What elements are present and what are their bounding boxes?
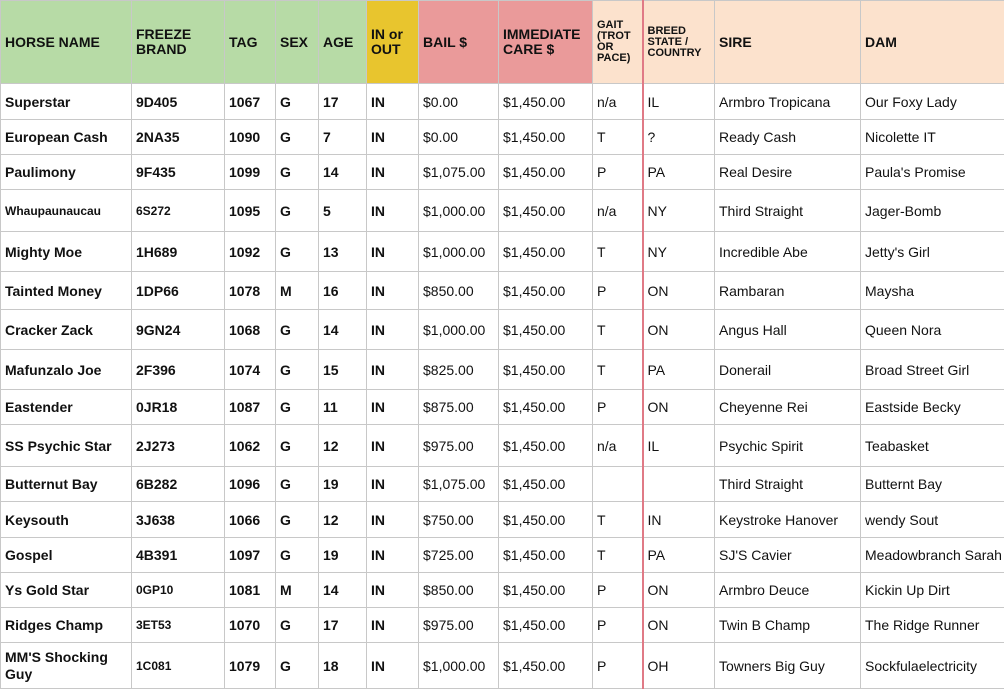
cell-sex[interactable]: G	[276, 84, 319, 120]
cell-dam[interactable]: Broad Street Girl	[861, 350, 1004, 390]
cell-tag[interactable]: 1074	[225, 350, 276, 390]
cell-tag[interactable]: 1066	[225, 502, 276, 538]
cell-bail[interactable]: $1,075.00	[419, 155, 499, 190]
cell-in-or-out[interactable]: IN	[367, 190, 419, 232]
cell-freeze-brand[interactable]: 6B282	[132, 467, 225, 502]
cell-immediate-care[interactable]: $1,450.00	[499, 573, 593, 608]
cell-breed-state[interactable]: PA	[643, 350, 715, 390]
cell-horse-name[interactable]: Eastender	[1, 390, 132, 425]
cell-in-or-out[interactable]: IN	[367, 155, 419, 190]
cell-freeze-brand[interactable]: 0GP10	[132, 573, 225, 608]
cell-in-or-out[interactable]: IN	[367, 467, 419, 502]
cell-bail[interactable]: $975.00	[419, 425, 499, 467]
cell-sex[interactable]: G	[276, 538, 319, 573]
cell-sire[interactable]: Armbro Tropicana	[715, 84, 861, 120]
table-row	[1, 502, 1004, 538]
cell-sire[interactable]: Incredible Abe	[715, 232, 861, 272]
cell-horse-name[interactable]: Keysouth	[1, 502, 132, 538]
cell-sire[interactable]: Cheyenne Rei	[715, 390, 861, 425]
cell-dam[interactable]: Jetty's Girl	[861, 232, 1004, 272]
cell-in-or-out[interactable]: IN	[367, 502, 419, 538]
header-immediate-care[interactable]: IMMEDIATE CARE $	[499, 1, 593, 84]
cell-breed-state[interactable]: PA	[643, 155, 715, 190]
cell-dam[interactable]: Our Foxy Lady	[861, 84, 1004, 120]
table-row	[1, 272, 1004, 310]
cell-sex[interactable]: G	[276, 232, 319, 272]
header-dam[interactable]: DAM	[861, 1, 1004, 84]
cell-tag[interactable]: 1099	[225, 155, 276, 190]
cell-dam[interactable]: The Ridge Runner	[861, 608, 1004, 643]
cell-sex[interactable]: G	[276, 310, 319, 350]
cell-tag[interactable]: 1096	[225, 467, 276, 502]
cell-in-or-out[interactable]: IN	[367, 272, 419, 310]
cell-immediate-care[interactable]: $1,450.00	[499, 190, 593, 232]
cell-freeze-brand[interactable]: 9F435	[132, 155, 225, 190]
cell-age[interactable]: 17	[319, 608, 367, 643]
cell-freeze-brand[interactable]: 1H689	[132, 232, 225, 272]
cell-sex[interactable]: G	[276, 608, 319, 643]
cell-dam[interactable]: Nicolette IT	[861, 120, 1004, 155]
cell-tag[interactable]: 1079	[225, 643, 276, 689]
cell-tag[interactable]: 1087	[225, 390, 276, 425]
cell-freeze-brand[interactable]: 9D405	[132, 84, 225, 120]
cell-horse-name[interactable]: Superstar	[1, 84, 132, 120]
cell-sire[interactable]: Third Straight	[715, 190, 861, 232]
cell-immediate-care[interactable]: $1,450.00	[499, 232, 593, 272]
header-age[interactable]: AGE	[319, 1, 367, 84]
cell-bail[interactable]: $1,000.00	[419, 643, 499, 689]
cell-tag[interactable]: 1062	[225, 425, 276, 467]
cell-gait[interactable]: P	[593, 390, 643, 425]
header-horse-name[interactable]: HORSE NAME	[1, 1, 132, 84]
cell-freeze-brand[interactable]: 4B391	[132, 538, 225, 573]
cell-immediate-care[interactable]: $1,450.00	[499, 608, 593, 643]
cell-breed-state[interactable]: ?	[643, 120, 715, 155]
cell-gait[interactable]: P	[593, 608, 643, 643]
cell-dam[interactable]: Butternt Bay	[861, 467, 1004, 502]
cell-horse-name[interactable]: Mighty Moe	[1, 232, 132, 272]
cell-dam[interactable]: Queen Nora	[861, 310, 1004, 350]
cell-horse-name[interactable]: Butternut Bay	[1, 467, 132, 502]
cell-sire[interactable]: Ready Cash	[715, 120, 861, 155]
cell-bail[interactable]: $825.00	[419, 350, 499, 390]
table-row	[1, 573, 1004, 608]
table-row	[1, 310, 1004, 350]
cell-dam[interactable]: wendy Sout	[861, 502, 1004, 538]
cell-age[interactable]: 15	[319, 350, 367, 390]
header-row	[1, 1, 1004, 84]
cell-gait[interactable]: T	[593, 232, 643, 272]
cell-immediate-care[interactable]: $1,450.00	[499, 502, 593, 538]
cell-bail[interactable]: $1,000.00	[419, 310, 499, 350]
cell-horse-name[interactable]: Whaupaunaucau	[1, 190, 132, 232]
cell-gait[interactable]: T	[593, 350, 643, 390]
cell-sex[interactable]: G	[276, 425, 319, 467]
cell-dam[interactable]: Jager-Bomb	[861, 190, 1004, 232]
cell-horse-name[interactable]: Paulimony	[1, 155, 132, 190]
cell-breed-state[interactable]: PA	[643, 538, 715, 573]
cell-sire[interactable]: Donerail	[715, 350, 861, 390]
cell-gait[interactable]: P	[593, 272, 643, 310]
cell-dam[interactable]: Maysha	[861, 272, 1004, 310]
cell-sex[interactable]: M	[276, 272, 319, 310]
cell-dam[interactable]: Kickin Up Dirt	[861, 573, 1004, 608]
cell-age[interactable]: 12	[319, 502, 367, 538]
table-row	[1, 538, 1004, 573]
cell-gait[interactable]: T	[593, 502, 643, 538]
cell-sire[interactable]: SJ'S Cavier	[715, 538, 861, 573]
cell-gait[interactable]: P	[593, 573, 643, 608]
cell-breed-state[interactable]: IL	[643, 425, 715, 467]
cell-in-or-out[interactable]: IN	[367, 120, 419, 155]
cell-tag[interactable]: 1070	[225, 608, 276, 643]
cell-bail[interactable]: $1,000.00	[419, 190, 499, 232]
table-row	[1, 350, 1004, 390]
cell-bail[interactable]: $1,000.00	[419, 232, 499, 272]
cell-horse-name[interactable]: Mafunzalo Joe	[1, 350, 132, 390]
cell-gait[interactable]: P	[593, 155, 643, 190]
cell-tag[interactable]: 1090	[225, 120, 276, 155]
cell-in-or-out[interactable]: IN	[367, 310, 419, 350]
cell-breed-state[interactable]: ON	[643, 272, 715, 310]
cell-horse-name[interactable]: Ys Gold Star	[1, 573, 132, 608]
cell-breed-state[interactable]: ON	[643, 608, 715, 643]
cell-sex[interactable]: G	[276, 502, 319, 538]
cell-breed-state[interactable]: IN	[643, 502, 715, 538]
cell-age[interactable]: 14	[319, 155, 367, 190]
cell-sire[interactable]: Third Straight	[715, 467, 861, 502]
cell-age[interactable]: 13	[319, 232, 367, 272]
cell-sire[interactable]: Towners Big Guy	[715, 643, 861, 689]
cell-immediate-care[interactable]: $1,450.00	[499, 390, 593, 425]
cell-tag[interactable]: 1067	[225, 84, 276, 120]
cell-freeze-brand[interactable]: 3J638	[132, 502, 225, 538]
cell-immediate-care[interactable]: $1,450.00	[499, 120, 593, 155]
table-row	[1, 190, 1004, 232]
cell-freeze-brand[interactable]: 9GN24	[132, 310, 225, 350]
cell-in-or-out[interactable]: IN	[367, 84, 419, 120]
cell-sire[interactable]: Real Desire	[715, 155, 861, 190]
cell-sex[interactable]: G	[276, 390, 319, 425]
cell-in-or-out[interactable]: IN	[367, 643, 419, 689]
cell-sex[interactable]: G	[276, 155, 319, 190]
cell-in-or-out[interactable]: IN	[367, 573, 419, 608]
cell-immediate-care[interactable]: $1,450.00	[499, 155, 593, 190]
cell-bail[interactable]: $0.00	[419, 84, 499, 120]
cell-immediate-care[interactable]: $1,450.00	[499, 84, 593, 120]
cell-gait[interactable]: n/a	[593, 84, 643, 120]
cell-age[interactable]: 12	[319, 425, 367, 467]
cell-immediate-care[interactable]: $1,450.00	[499, 467, 593, 502]
cell-sex[interactable]: G	[276, 643, 319, 689]
header-sex[interactable]: SEX	[276, 1, 319, 84]
cell-immediate-care[interactable]: $1,450.00	[499, 425, 593, 467]
cell-sex[interactable]: G	[276, 190, 319, 232]
cell-gait[interactable]: T	[593, 538, 643, 573]
header-breed-state[interactable]: BREED STATE / COUNTRY	[643, 1, 715, 84]
cell-sire[interactable]: Twin B Champ	[715, 608, 861, 643]
cell-in-or-out[interactable]: IN	[367, 538, 419, 573]
cell-gait[interactable]: P	[593, 643, 643, 689]
header-in-or-out[interactable]: IN or OUT	[367, 1, 419, 84]
cell-breed-state[interactable]: NY	[643, 190, 715, 232]
cell-gait[interactable]: T	[593, 310, 643, 350]
cell-gait[interactable]: n/a	[593, 425, 643, 467]
cell-dam[interactable]: Eastside Becky	[861, 390, 1004, 425]
table-row	[1, 232, 1004, 272]
cell-gait[interactable]: T	[593, 120, 643, 155]
cell-bail[interactable]: $850.00	[419, 573, 499, 608]
cell-horse-name[interactable]: SS Psychic Star	[1, 425, 132, 467]
cell-age[interactable]: 14	[319, 310, 367, 350]
cell-age[interactable]: 19	[319, 538, 367, 573]
cell-breed-state[interactable]	[643, 467, 715, 502]
cell-bail[interactable]: $1,075.00	[419, 467, 499, 502]
cell-bail[interactable]: $850.00	[419, 272, 499, 310]
header-bail[interactable]: BAIL $	[419, 1, 499, 84]
cell-breed-state[interactable]: OH	[643, 643, 715, 689]
cell-breed-state[interactable]: ON	[643, 390, 715, 425]
cell-age[interactable]: 5	[319, 190, 367, 232]
cell-freeze-brand[interactable]: 2F396	[132, 350, 225, 390]
table-row	[1, 120, 1004, 155]
cell-tag[interactable]: 1092	[225, 232, 276, 272]
cell-immediate-care[interactable]: $1,450.00	[499, 272, 593, 310]
cell-freeze-brand[interactable]: 2NA35	[132, 120, 225, 155]
cell-dam[interactable]: Paula's Promise	[861, 155, 1004, 190]
cell-sire[interactable]: Keystroke Hanover	[715, 502, 861, 538]
cell-freeze-brand[interactable]: 6S272	[132, 190, 225, 232]
cell-tag[interactable]: 1097	[225, 538, 276, 573]
cell-freeze-brand[interactable]: 1DP66	[132, 272, 225, 310]
cell-dam[interactable]: Sockfulaelectricity	[861, 643, 1004, 689]
cell-in-or-out[interactable]: IN	[367, 232, 419, 272]
cell-gait[interactable]	[593, 467, 643, 502]
table-row	[1, 155, 1004, 190]
cell-horse-name[interactable]: MM'S Shocking Guy	[1, 643, 132, 689]
cell-breed-state[interactable]: ON	[643, 573, 715, 608]
cell-in-or-out[interactable]: IN	[367, 390, 419, 425]
cell-age[interactable]: 7	[319, 120, 367, 155]
header-gait[interactable]: GAIT (TROT OR PACE)	[593, 1, 643, 84]
table-row	[1, 467, 1004, 502]
cell-bail[interactable]: $750.00	[419, 502, 499, 538]
cell-tag[interactable]: 1081	[225, 573, 276, 608]
cell-dam[interactable]: Meadowbranch Sarah	[861, 538, 1004, 573]
cell-in-or-out[interactable]: IN	[367, 425, 419, 467]
cell-bail[interactable]: $975.00	[419, 608, 499, 643]
cell-sire[interactable]: Armbro Deuce	[715, 573, 861, 608]
cell-tag[interactable]: 1095	[225, 190, 276, 232]
table-row	[1, 608, 1004, 643]
cell-freeze-brand[interactable]: 1C081	[132, 643, 225, 689]
header-sire[interactable]: SIRE	[715, 1, 861, 84]
table-row	[1, 84, 1004, 120]
cell-breed-state[interactable]: ON	[643, 310, 715, 350]
cell-freeze-brand[interactable]: 2J273	[132, 425, 225, 467]
cell-age[interactable]: 14	[319, 573, 367, 608]
cell-age[interactable]: 18	[319, 643, 367, 689]
header-tag[interactable]: TAG	[225, 1, 276, 84]
cell-immediate-care[interactable]: $1,450.00	[499, 538, 593, 573]
cell-horse-name[interactable]: Tainted Money	[1, 272, 132, 310]
cell-bail[interactable]: $725.00	[419, 538, 499, 573]
cell-freeze-brand[interactable]: 0JR18	[132, 390, 225, 425]
table-row	[1, 390, 1004, 425]
cell-age[interactable]: 16	[319, 272, 367, 310]
cell-gait[interactable]: n/a	[593, 190, 643, 232]
cell-age[interactable]: 19	[319, 467, 367, 502]
cell-sex[interactable]: G	[276, 350, 319, 390]
cell-sire[interactable]: Psychic Spirit	[715, 425, 861, 467]
cell-horse-name[interactable]: Ridges Champ	[1, 608, 132, 643]
cell-in-or-out[interactable]: IN	[367, 350, 419, 390]
cell-immediate-care[interactable]: $1,450.00	[499, 643, 593, 689]
cell-horse-name[interactable]: Gospel	[1, 538, 132, 573]
cell-immediate-care[interactable]: $1,450.00	[499, 350, 593, 390]
cell-sire[interactable]: Angus Hall	[715, 310, 861, 350]
cell-age[interactable]: 11	[319, 390, 367, 425]
cell-sex[interactable]: M	[276, 573, 319, 608]
cell-age[interactable]: 17	[319, 84, 367, 120]
cell-sex[interactable]: G	[276, 467, 319, 502]
table-row	[1, 643, 1004, 689]
cell-bail[interactable]: $875.00	[419, 390, 499, 425]
cell-freeze-brand[interactable]: 3ET53	[132, 608, 225, 643]
cell-horse-name[interactable]: Cracker Zack	[1, 310, 132, 350]
cell-dam[interactable]: Teabasket	[861, 425, 1004, 467]
cell-sire[interactable]: Rambaran	[715, 272, 861, 310]
cell-breed-state[interactable]: NY	[643, 232, 715, 272]
table-row	[1, 425, 1004, 467]
cell-breed-state[interactable]: IL	[643, 84, 715, 120]
cell-tag[interactable]: 1068	[225, 310, 276, 350]
header-freeze-brand[interactable]: FREEZE BRAND	[132, 1, 225, 84]
cell-horse-name[interactable]: European Cash	[1, 120, 132, 155]
cell-immediate-care[interactable]: $1,450.00	[499, 310, 593, 350]
cell-in-or-out[interactable]: IN	[367, 608, 419, 643]
cell-bail[interactable]: $0.00	[419, 120, 499, 155]
cell-tag[interactable]: 1078	[225, 272, 276, 310]
cell-sex[interactable]: G	[276, 120, 319, 155]
